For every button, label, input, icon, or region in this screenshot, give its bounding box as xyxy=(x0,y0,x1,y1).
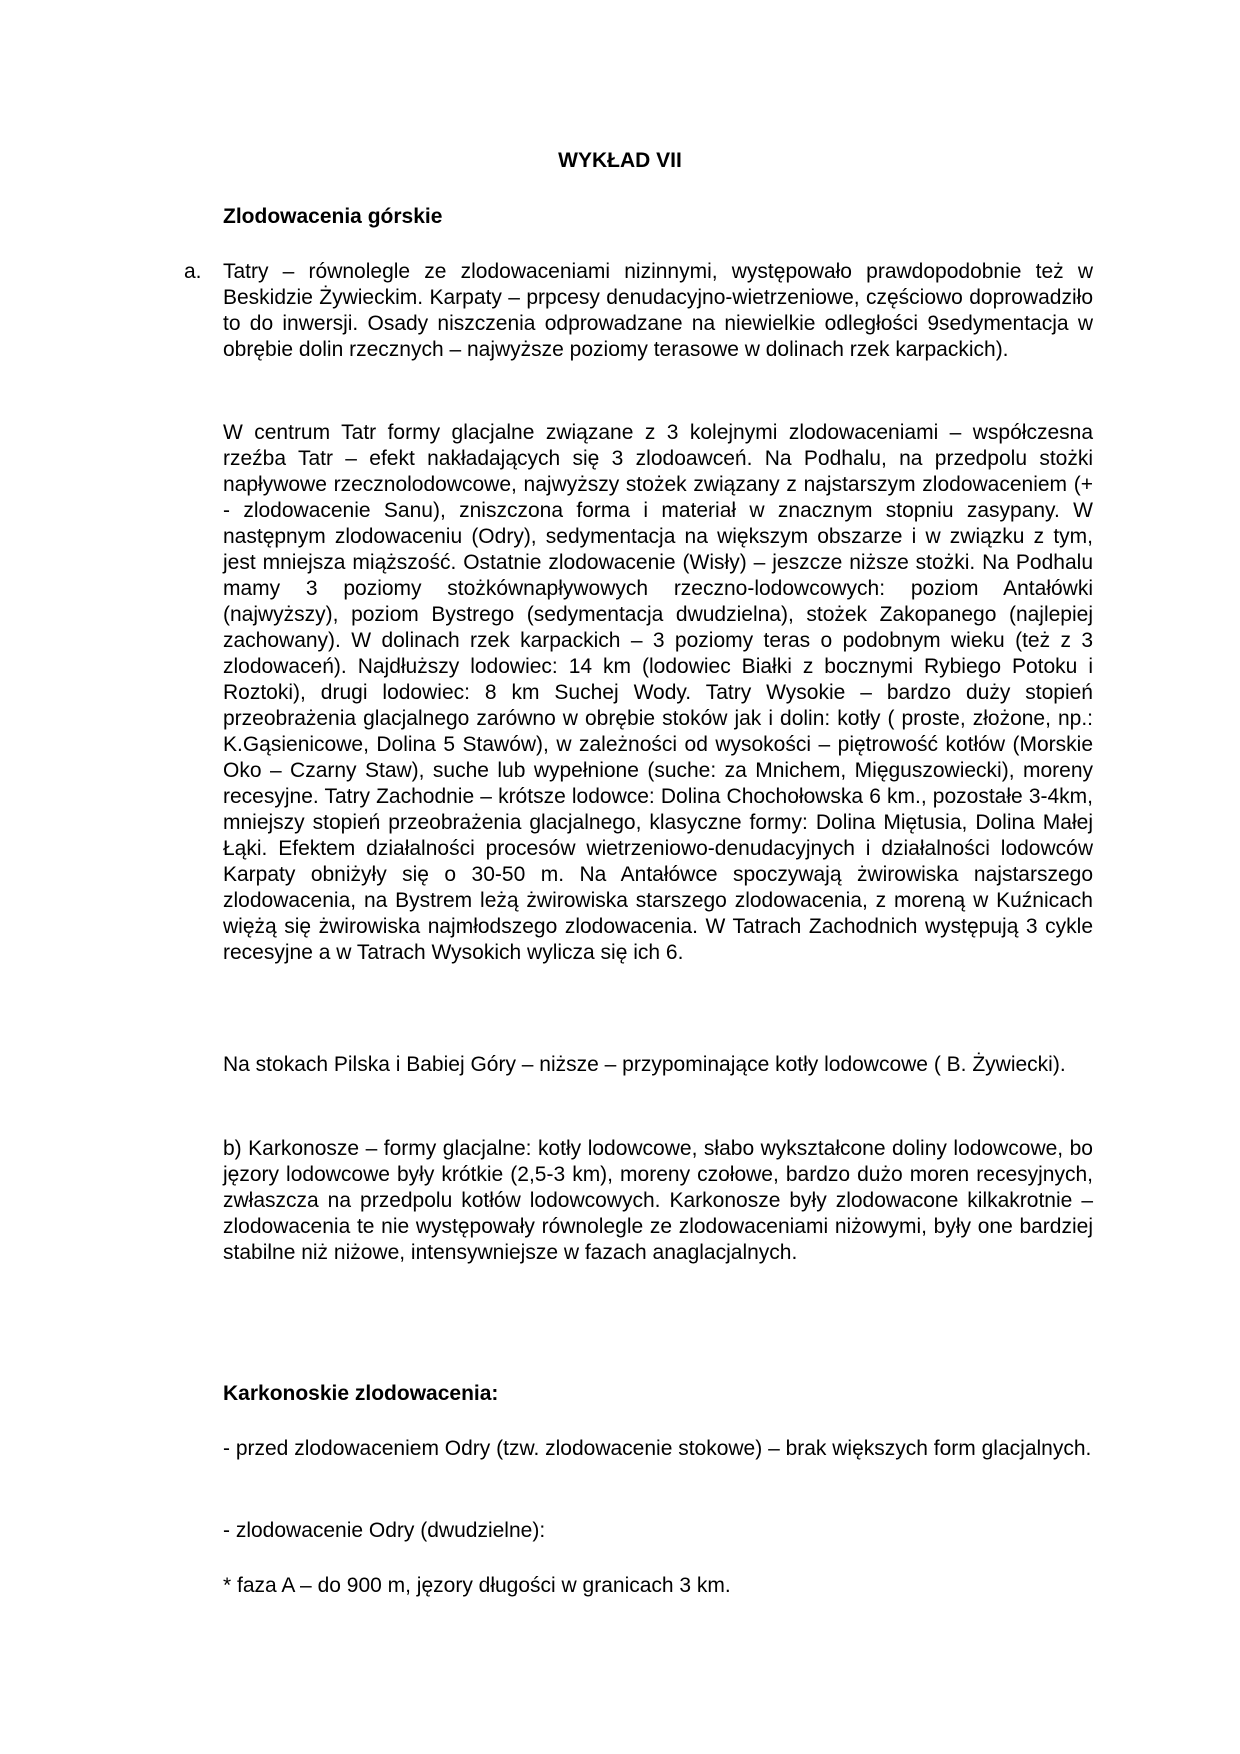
paragraph-tatra-center: W centrum Tatr formy glacjalne związane z 3 kolejnymi zlodowaceniami – współczesna rzeźba Tatr – efekt nakładających się 3 zlodoawceń. Na Podhalu, na przedpolu stożki napływowe rzecznolodowcowe, najwyższy stożek związany z najstarszym zlodowaceniem (+ - zlodowacenie Sanu), zniszczona forma i materiał w znacznym stopniu zasypany. W następnym zlodowaceniu (Odry), sedymentacja na większym obszarze i w związku z tym, jest mniejsza miąższość. Ostatnie zlodowacenie (Wisły) – jeszcze niższe stożki. Na Podhalu mamy 3 poziomy stożkównapływowych rzeczno-lodowcowych: poziom Antałówki (najwyższy), poziom Bystrego (sedymentacja dwudzielna), stożek Zakopanego (najlepiej zachowany). W dolinach rzek karpackich – 3 poziomy teras o podobnym wieku (też z 3 zlodowaceń). Najdłuższy lodowiec: 14 km (lodowiec Białki z bocznymi Rybiego Potoku i Roztoki), drugi lodowiec: 8 km Suchej Wody. Tatry Wysokie – bardzo duży stopień przeobrażenia glacjalnego zarówno w obrębie stoków jak i dolin: kotły ( proste, złożone, np.: K.Gąsienicowe, Dolina 5 Stawów), w zależności od wysokości – piętrowość kotłów (Morskie Oko – Czarny Staw), suche lub wypełnione (suche: za Mnichem, Mięguszowiecki), moreny recesyjne. Tatry Zachodnie – krótsze lodowce: Dolina Chochołowska 6 km., pozostałe 3-4km, mniejszy stopień przeobrażenia glacjalnego, klasyczne formy: Dolina Miętusia, Dolina Małej Łąki. Efektem działalności procesów wietrzeniowo-denudacyjnych i działalności lodowców Karpaty obniżyły się o 30-50 m. Na Antałówce spoczywają żwirowiska najstarszego zlodowacenia, na Bystrem leżą żwirowiska starszego zlodowacenia, z moreną w Kuźnicach więżą się żwirowiska najmłodszego zlodowacenia. W Tatrach Zachodnich występują 3 cykle recesyjne a w Tatrach Wysokich wylicza się ich 6. xyxy=(223,421,1093,964)
list-marker-a: a. xyxy=(184,260,202,283)
lecture-title: WYKŁAD VII xyxy=(558,149,682,172)
paragraph-karkonosze: b) Karkonosze – formy glacjalne: kotły lodowcowe, słabo wykształcone doliny lodowcowe, bo jęzory lodowcowe były krótkie (2,5-3 km), moreny czołowe, bardzo dużo moren recesyjnych, zwłaszcza na przedpolu kotłów lodowcowych. Karkonosze były zlodowacone kilkakrotnie – zlodowacenia te nie występowały równolegle ze zlodowaceniami niżowymi, były one bardziej stabilne niż niżowe, intensywniejsze w fazach anaglacjalnych. xyxy=(223,1137,1093,1264)
list-line-phase-a: * faza A – do 900 m, jęzory długości w granicach 3 km. xyxy=(223,1574,731,1597)
paragraph-pilsko-babia-gora: Na stokach Pilska i Babiej Góry – niższe – przypominające kotły lodowcowe ( B. Żywiecki). xyxy=(223,1053,1066,1076)
list-line-before-odra: - przed zlodowaceniem Odry (tzw. zlodowacenie stokowe) – brak większych form glacjalnych. xyxy=(223,1437,1092,1460)
list-line-odra-glaciation: - zlodowacenie Odry (dwudzielne): xyxy=(223,1519,546,1542)
section-heading-mountain-glaciations: Zlodowacenia górskie xyxy=(223,205,443,228)
section-heading-karkonosze-glaciations: Karkonoskie zlodowacenia: xyxy=(223,1382,499,1405)
paragraph-tatry: Tatry – równolegle ze zlodowaceniami nizinnymi, występowało prawdopodobnie też w Beskidzie Żywieckim. Karpaty – prpcesy denudacyjno-wietrzeniowe, częściowo doprowadziło to do inwersji. Osady niszczenia odprowadzane na niewielkie odległości 9sedymentacja w obrębie dolin rzecznych – najwyższe poziomy terasowe w dolinach rzek karpackich). xyxy=(223,260,1093,361)
